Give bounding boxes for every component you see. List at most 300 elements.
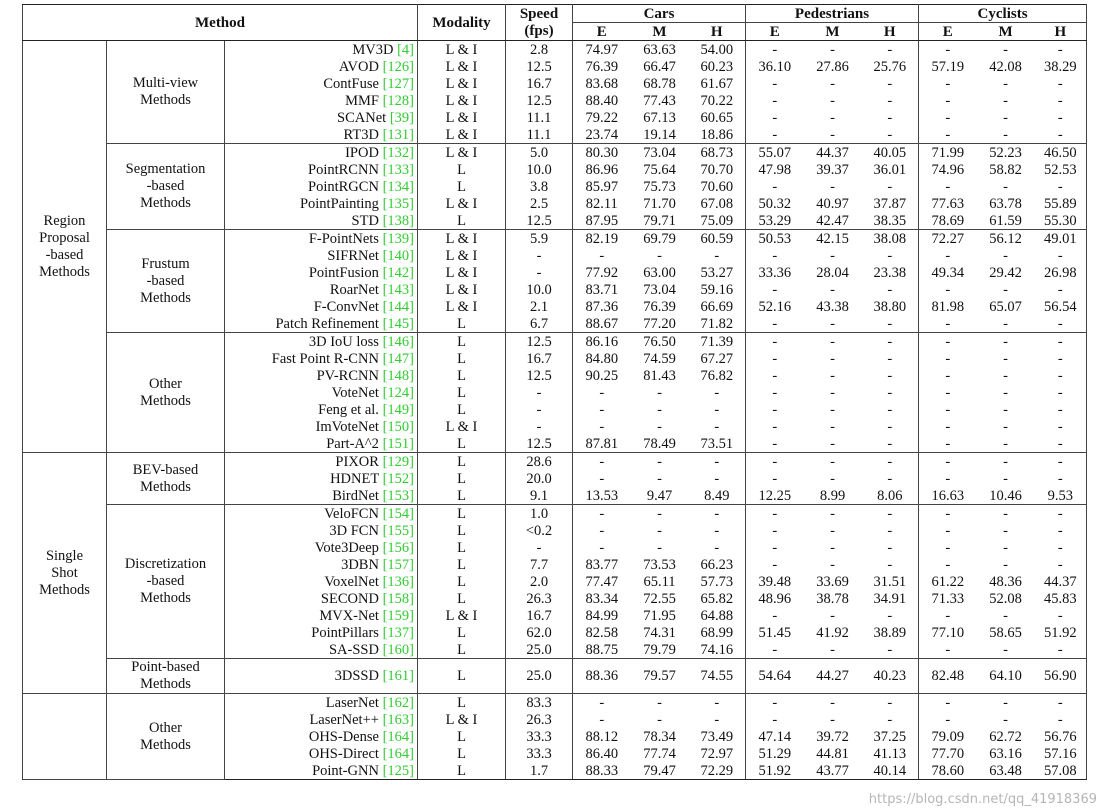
category-label-line: Region — [43, 212, 86, 229]
pedestrians-moderate-cell: 40.97 — [816, 195, 849, 212]
pedestrians-moderate-cell: 44.27 — [804, 659, 862, 694]
cyclists-easy-cell: 57.19 — [931, 58, 965, 75]
cars-hard-cell: - — [689, 418, 746, 435]
pedestrians-easy-cell: - — [772, 178, 778, 195]
cars-easy-cell: 86.16 — [573, 333, 631, 351]
citation-bracket-close: ] — [409, 487, 414, 504]
citation-bracket-close: ] — [409, 212, 414, 229]
speed-unit-header: (fps) — [506, 23, 573, 41]
cyclists-moderate-cell: - — [1003, 607, 1008, 624]
cars-easy-cell: 79.22 — [585, 109, 619, 126]
cyclists-hard-cell: - — [1035, 453, 1087, 471]
cyclists-hard-cell: - — [1035, 418, 1087, 435]
modality-cell: L — [418, 573, 506, 590]
cyclists-easy-cell: - — [945, 384, 951, 401]
cars-moderate-cell: 9.47 — [646, 487, 673, 504]
method-name-cell — [225, 195, 418, 212]
speed-cell: 2.0 — [506, 573, 573, 590]
citation-bracket-open: [ — [378, 435, 388, 452]
speed-cell: <0.2 — [506, 522, 573, 539]
cars-moderate-cell: - — [657, 401, 662, 418]
cars-moderate-cell: 79.71 — [643, 212, 676, 229]
modality-cell: L — [418, 178, 506, 195]
cars-moderate-cell: - — [657, 384, 662, 401]
method-name-cell — [225, 711, 418, 728]
pedestrians-easy-cell: - — [746, 333, 804, 351]
citation-bracket-open: [ — [378, 641, 388, 658]
modality-cell: L — [418, 470, 506, 487]
cyclists-hard-cell: - — [1035, 75, 1087, 92]
speed-cell: 25.0 — [506, 641, 573, 659]
citation-link[interactable]: 131 — [387, 126, 410, 143]
citation-link[interactable]: 128 — [387, 92, 410, 109]
citation-link[interactable]: 159 — [387, 607, 410, 624]
citation-link[interactable]: 4 — [401, 41, 410, 58]
modality-cell: L & I — [418, 298, 506, 315]
cars-moderate-cell: - — [657, 470, 662, 487]
cyclists-moderate-cell: - — [1003, 418, 1008, 435]
pedestrians-hard-cell: - — [862, 556, 919, 573]
citation-bracket-close: ] — [409, 92, 414, 109]
cyclists-easy-cell: - — [945, 522, 951, 539]
citation-link[interactable]: 139 — [387, 230, 410, 247]
cyclists-hard-cell: 56.76 — [1035, 728, 1087, 745]
method-name-cell — [225, 505, 418, 523]
pedestrians-hard-cell: 23.38 — [862, 264, 919, 281]
method-name-cell — [225, 75, 418, 92]
citation-bracket-close: ] — [409, 315, 414, 332]
cars-moderate-cell: 73.04 — [643, 281, 676, 298]
citation-link[interactable]: 160 — [387, 641, 410, 658]
citation-bracket-close: ] — [409, 264, 414, 281]
cars-easy-cell: 83.68 — [585, 75, 619, 92]
citation-link[interactable]: 132 — [387, 144, 410, 161]
speed-cell: - — [506, 418, 573, 435]
citation-link[interactable]: 140 — [387, 247, 410, 264]
method-name-cell — [225, 487, 418, 505]
citation-bracket-open: [ — [378, 350, 388, 367]
method-name: MMF — [345, 92, 379, 109]
method-name-cell — [225, 350, 418, 367]
citation-link[interactable]: 133 — [387, 161, 410, 178]
modality-cell: L — [418, 659, 506, 694]
citation-link[interactable]: 158 — [387, 590, 410, 607]
cars-hard-cell: - — [689, 522, 746, 539]
cars-moderate-cell: 77.74 — [643, 745, 676, 762]
cars-moderate-cell: - — [631, 453, 689, 471]
citation-link[interactable]: 156 — [387, 539, 410, 556]
cars-easy-cell: 83.77 — [585, 556, 619, 573]
citation-link[interactable]: 162 — [387, 694, 410, 711]
modality-cell: L — [418, 505, 506, 523]
speed-cell: 16.7 — [506, 607, 573, 624]
pedestrians-hard-cell: - — [862, 435, 919, 453]
cars-hard-cell: 70.22 — [689, 92, 746, 109]
cyclists-moderate-cell: 56.12 — [977, 230, 1035, 248]
citation-link[interactable]: 138 — [387, 212, 410, 229]
pedestrians-easy-cell: - — [772, 435, 778, 452]
cars-easy-header: E — [573, 23, 631, 41]
method-name-cell — [225, 624, 418, 641]
citation-bracket-open: [ — [378, 161, 388, 178]
method-name: ContFuse — [323, 75, 379, 92]
cars-hard-cell: 65.82 — [689, 590, 746, 607]
speed-cell: 9.1 — [506, 487, 573, 505]
citation-bracket-open: [ — [378, 522, 388, 539]
pedestrians-easy-cell: 36.10 — [758, 58, 792, 75]
cars-hard-cell: 67.27 — [689, 350, 746, 367]
citation-link[interactable]: 155 — [387, 522, 410, 539]
citation-link[interactable]: 152 — [387, 470, 410, 487]
subcategory-label-line: Other — [148, 375, 182, 392]
cyclists-moderate-cell: - — [1003, 556, 1008, 573]
cars-hard-cell: 72.29 — [689, 762, 746, 780]
cyclists-moderate-cell: - — [977, 505, 1035, 523]
pedestrians-moderate-cell: - — [830, 418, 835, 435]
speed-cell: 7.7 — [506, 556, 573, 573]
cyclists-easy-cell: - — [945, 470, 951, 487]
pedestrians-moderate-cell: - — [830, 126, 835, 143]
cyclists-hard-cell: - — [1035, 333, 1087, 351]
pedestrians-easy-cell: 52.16 — [758, 298, 792, 315]
cyclists-easy-cell: - — [945, 178, 951, 195]
citation-bracket-open: [ — [378, 453, 388, 470]
citation-bracket-close: ] — [409, 75, 414, 92]
cars-easy-cell: 88.40 — [585, 92, 619, 109]
citation-link[interactable]: 142 — [387, 264, 410, 281]
pedestrians-hard-cell: 40.23 — [862, 659, 919, 694]
pedestrians-hard-cell: - — [862, 367, 919, 384]
pedestrians-moderate-cell: - — [830, 350, 835, 367]
modality-cell: L & I — [418, 109, 506, 126]
citation-link[interactable]: 127 — [387, 75, 410, 92]
cars-easy-cell: 88.36 — [573, 659, 631, 694]
cyclists-hard-cell: - — [1035, 641, 1087, 659]
method-name: STD — [351, 212, 379, 229]
citation-link[interactable]: 145 — [387, 315, 410, 332]
method-name: VoxelNet — [324, 573, 379, 590]
cars-easy-cell: - — [599, 470, 605, 487]
cyclists-easy-cell: - — [945, 247, 951, 264]
cyclists-easy-cell: - — [919, 505, 977, 523]
modality-cell: L — [418, 212, 506, 230]
cyclists-hard-cell: - — [1035, 694, 1087, 712]
citation-bracket-close: ] — [409, 745, 414, 762]
subcategory-label-line: Methods — [140, 92, 191, 108]
citation-bracket-open: [ — [378, 573, 388, 590]
cyclists-hard-cell: - — [1035, 401, 1087, 418]
subcategory-label-line: Discretization — [124, 556, 207, 572]
method-name: F-PointNets — [308, 230, 379, 247]
pedestrians-easy-cell: - — [772, 109, 778, 126]
cars-moderate-header: M — [631, 23, 689, 41]
cyclists-hard-cell: 9.53 — [1035, 487, 1087, 505]
citation-link[interactable]: 163 — [387, 711, 410, 728]
citation-bracket-open: [ — [378, 384, 388, 401]
method-name-cell — [225, 539, 418, 556]
cyclists-hard-cell: 51.92 — [1035, 624, 1087, 641]
cars-hard-cell: - — [689, 401, 746, 418]
cyclists-hard-cell: - — [1035, 92, 1087, 109]
citation-link[interactable]: 151 — [387, 435, 410, 452]
pedestrians-moderate-cell: 27.86 — [816, 58, 849, 75]
cyclists-moderate-header: M — [977, 23, 1035, 41]
subcategory-label-line: Segmentation — [125, 161, 206, 177]
cyclists-easy-cell: - — [919, 453, 977, 471]
citation-bracket-open: [ — [378, 230, 388, 247]
pedestrians-easy-cell: - — [772, 367, 778, 384]
cyclists-easy-cell: 81.98 — [931, 298, 965, 315]
citation-link[interactable]: 147 — [387, 350, 410, 367]
cars-hard-cell: 70.70 — [689, 161, 746, 178]
method-name: BirdNet — [332, 487, 379, 504]
pedestrians-hard-cell: 41.13 — [862, 745, 919, 762]
cars-hard-cell: 75.09 — [689, 212, 746, 230]
citation-bracket-open: [ — [378, 668, 388, 684]
speed-cell: 12.5 — [506, 58, 573, 75]
citation-link[interactable]: 164 — [387, 728, 410, 745]
cars-hard-cell: 60.65 — [689, 109, 746, 126]
subcategory-cell — [107, 230, 225, 333]
cars-moderate-cell: 67.13 — [643, 109, 676, 126]
method-name-cell — [225, 264, 418, 281]
pedestrians-hard-cell: 8.06 — [862, 487, 919, 505]
citation-link[interactable]: 154 — [387, 505, 410, 522]
method-name-cell — [225, 367, 418, 384]
cyclists-moderate-cell: 63.48 — [977, 762, 1035, 780]
cars-moderate-cell: 65.11 — [643, 573, 676, 590]
cars-moderate-cell: 73.53 — [643, 556, 676, 573]
cars-hard-cell: 53.27 — [689, 264, 746, 281]
citation-link[interactable]: 157 — [387, 556, 410, 573]
cyclists-easy-cell: - — [945, 367, 951, 384]
citation-link[interactable]: 136 — [387, 573, 410, 590]
citation-link[interactable]: 149 — [387, 401, 410, 418]
method-name: PIXOR — [335, 453, 379, 470]
cyclists-moderate-cell: - — [1003, 75, 1008, 92]
citation-bracket-open: [ — [378, 264, 388, 281]
cyclists-moderate-cell: - — [1003, 350, 1008, 367]
cars-hard-cell: - — [689, 384, 746, 401]
citation-bracket-open: [ — [378, 762, 388, 779]
speed-cell: 20.0 — [506, 470, 573, 487]
pedestrians-moderate-cell: - — [830, 315, 835, 332]
cars-easy-cell: - — [573, 453, 631, 471]
speed-cell: 2.1 — [506, 298, 573, 315]
results-table-wrapper — [22, 4, 1086, 780]
speed-cell: 62.0 — [506, 624, 573, 641]
pedestrians-easy-cell: 47.14 — [758, 728, 792, 745]
method-name: PointPillars — [311, 624, 379, 641]
subcategory-cell — [107, 41, 225, 144]
modality-cell: L & I — [418, 144, 506, 162]
cyclists-moderate-cell: - — [1003, 281, 1008, 298]
cars-easy-cell: - — [573, 694, 631, 712]
citation-link[interactable]: 39 — [394, 109, 410, 126]
citation-bracket-open: [ — [378, 487, 388, 504]
cyclists-easy-cell: - — [945, 126, 951, 143]
citation-link[interactable]: 137 — [387, 624, 410, 641]
cars-moderate-cell: 66.47 — [643, 58, 676, 75]
modality-cell: L & I — [418, 126, 506, 144]
citation-link[interactable]: 164 — [387, 745, 410, 762]
method-name: ImVoteNet — [315, 418, 379, 435]
method-name: MVX-Net — [319, 607, 379, 624]
pedestrians-moderate-cell: - — [830, 281, 835, 298]
pedestrians-moderate-cell: 43.77 — [804, 762, 862, 780]
citation-bracket-close: ] — [409, 762, 414, 779]
pedestrians-easy-cell: - — [772, 247, 778, 264]
pedestrians-moderate-cell: 44.81 — [816, 745, 849, 762]
citation-bracket-close: ] — [409, 453, 414, 470]
method-name-cell — [225, 607, 418, 624]
pedestrians-easy-cell: - — [772, 384, 778, 401]
cyclists-moderate-cell: - — [1003, 539, 1008, 556]
cyclists-moderate-cell: - — [1003, 247, 1008, 264]
pedestrians-easy-cell: - — [772, 556, 778, 573]
citation-link[interactable]: 161 — [387, 668, 410, 684]
cyclists-hard-cell: - — [1035, 247, 1087, 264]
citation-bracket-open: [ — [393, 41, 402, 58]
cyclists-easy-cell: - — [945, 641, 951, 658]
pedestrians-easy-cell: 50.32 — [758, 195, 792, 212]
cars-easy-cell: 82.58 — [585, 624, 619, 641]
cyclists-hard-cell: - — [1035, 350, 1087, 367]
pedestrians-easy-cell: - — [746, 453, 804, 471]
cyclists-easy-cell: 82.48 — [919, 659, 977, 694]
pedestrians-moderate-cell: 33.69 — [816, 573, 849, 590]
pedestrians-hard-cell: - — [862, 333, 919, 351]
subcategory-cell — [107, 505, 225, 659]
speed-cell: 2.8 — [506, 41, 573, 59]
cyclists-easy-cell: 77.70 — [931, 745, 965, 762]
citation-bracket-open: [ — [378, 281, 388, 298]
cars-easy-cell: 87.81 — [585, 435, 619, 452]
pedestrians-hard-cell: - — [862, 694, 919, 712]
citation-link[interactable]: 144 — [387, 298, 410, 315]
citation-link[interactable]: 125 — [387, 762, 410, 779]
citation-bracket-open: [ — [386, 109, 395, 126]
citation-bracket-close: ] — [409, 41, 414, 58]
citation-link[interactable]: 148 — [387, 367, 410, 384]
method-name-cell — [225, 247, 418, 264]
cars-hard-cell: 73.51 — [689, 435, 746, 453]
speed-cell: 5.9 — [506, 230, 573, 248]
subcategory-cell — [107, 333, 225, 453]
cyclists-hard-cell: - — [1035, 178, 1087, 195]
method-name-cell — [225, 522, 418, 539]
pedestrians-easy-cell: 51.92 — [746, 762, 804, 780]
method-name-cell — [225, 178, 418, 195]
cars-easy-cell: - — [573, 505, 631, 523]
pedestrians-moderate-cell: - — [804, 333, 862, 351]
citation-bracket-close: ] — [409, 247, 414, 264]
pedestrians-hard-cell: 38.80 — [862, 298, 919, 315]
cars-hard-cell: - — [689, 247, 746, 264]
pedestrians-moderate-cell: - — [804, 453, 862, 471]
pedestrians-easy-cell: - — [772, 470, 778, 487]
cars-hard-cell: 76.82 — [689, 367, 746, 384]
pedestrians-easy-cell: - — [772, 401, 778, 418]
modality-cell: L — [418, 539, 506, 556]
cyclists-moderate-cell: 58.82 — [989, 161, 1022, 178]
pedestrians-moderate-cell: - — [830, 75, 835, 92]
cars-easy-cell: - — [599, 418, 605, 435]
cars-easy-cell: 77.92 — [585, 264, 619, 281]
citation-bracket-close: ] — [409, 641, 414, 658]
cyclists-hard-cell: 38.29 — [1035, 58, 1087, 75]
citation-bracket-open: [ — [378, 75, 388, 92]
cars-easy-cell: - — [599, 522, 605, 539]
citation-bracket-open: [ — [378, 539, 388, 556]
citation-bracket-open: [ — [378, 126, 388, 143]
citation-bracket-close: ] — [409, 144, 414, 161]
speed-header: Speed — [506, 5, 573, 23]
citation-bracket-open: [ — [378, 470, 388, 487]
method-name-cell — [225, 230, 418, 248]
method-name: Patch Refinement — [275, 315, 379, 332]
citation-link[interactable]: 124 — [387, 384, 410, 401]
citation-link[interactable]: 129 — [387, 453, 410, 470]
pedestrians-moderate-cell: 42.15 — [804, 230, 862, 248]
method-name: 3D FCN — [329, 522, 379, 539]
subcategory-label-line: Methods — [140, 676, 191, 692]
cyclists-moderate-cell: 64.10 — [977, 659, 1035, 694]
pedestrians-moderate-cell: 44.37 — [804, 144, 862, 162]
cyclists-moderate-cell: 63.78 — [989, 195, 1022, 212]
cyclists-easy-cell: 16.63 — [931, 487, 965, 504]
cyclists-hard-cell: 45.83 — [1035, 590, 1087, 607]
cyclists-easy-cell: - — [945, 418, 951, 435]
citation-link[interactable]: 150 — [387, 418, 410, 435]
method-name-cell — [225, 590, 418, 607]
cars-hard-cell: 60.23 — [689, 58, 746, 75]
cars-easy-cell: 76.39 — [585, 58, 619, 75]
method-name-cell — [225, 315, 418, 333]
citation-link[interactable]: 143 — [387, 281, 410, 298]
cars-easy-cell: 77.47 — [585, 573, 619, 590]
pedestrians-easy-cell: - — [772, 92, 778, 109]
method-name: Part-A^2 — [326, 435, 379, 452]
cyclists-hard-cell: 56.90 — [1035, 659, 1087, 694]
cars-moderate-cell: 76.39 — [643, 298, 676, 315]
speed-cell: 25.0 — [506, 659, 573, 694]
table-body — [23, 41, 1087, 780]
pedestrians-easy-cell: - — [772, 522, 778, 539]
citation-link[interactable]: 146 — [387, 333, 410, 350]
cars-hard-cell: 64.88 — [689, 607, 746, 624]
pedestrians-easy-cell: 47.98 — [758, 161, 792, 178]
citation-bracket-open: [ — [378, 607, 388, 624]
speed-cell: 26.3 — [506, 590, 573, 607]
pedestrians-hard-cell: - — [862, 384, 919, 401]
cars-hard-cell: - — [689, 453, 746, 471]
cyclists-easy-cell: 72.27 — [919, 230, 977, 248]
cyclists-moderate-cell: - — [1003, 109, 1008, 126]
citation-link[interactable]: 126 — [387, 58, 410, 75]
citation-link[interactable]: 135 — [387, 195, 410, 212]
modality-cell: L & I — [418, 247, 506, 264]
citation-link[interactable]: 134 — [387, 178, 410, 195]
cars-hard-cell: - — [689, 711, 746, 728]
citation-link[interactable]: 153 — [387, 487, 410, 504]
cars-moderate-cell: 77.43 — [643, 92, 676, 109]
pedestrians-header: Pedestrians — [746, 5, 919, 23]
pedestrians-hard-cell: - — [862, 350, 919, 367]
pedestrians-hard-cell: - — [862, 401, 919, 418]
category-label-line: -based — [45, 246, 84, 263]
subcategory-label-line: Methods — [140, 289, 191, 306]
